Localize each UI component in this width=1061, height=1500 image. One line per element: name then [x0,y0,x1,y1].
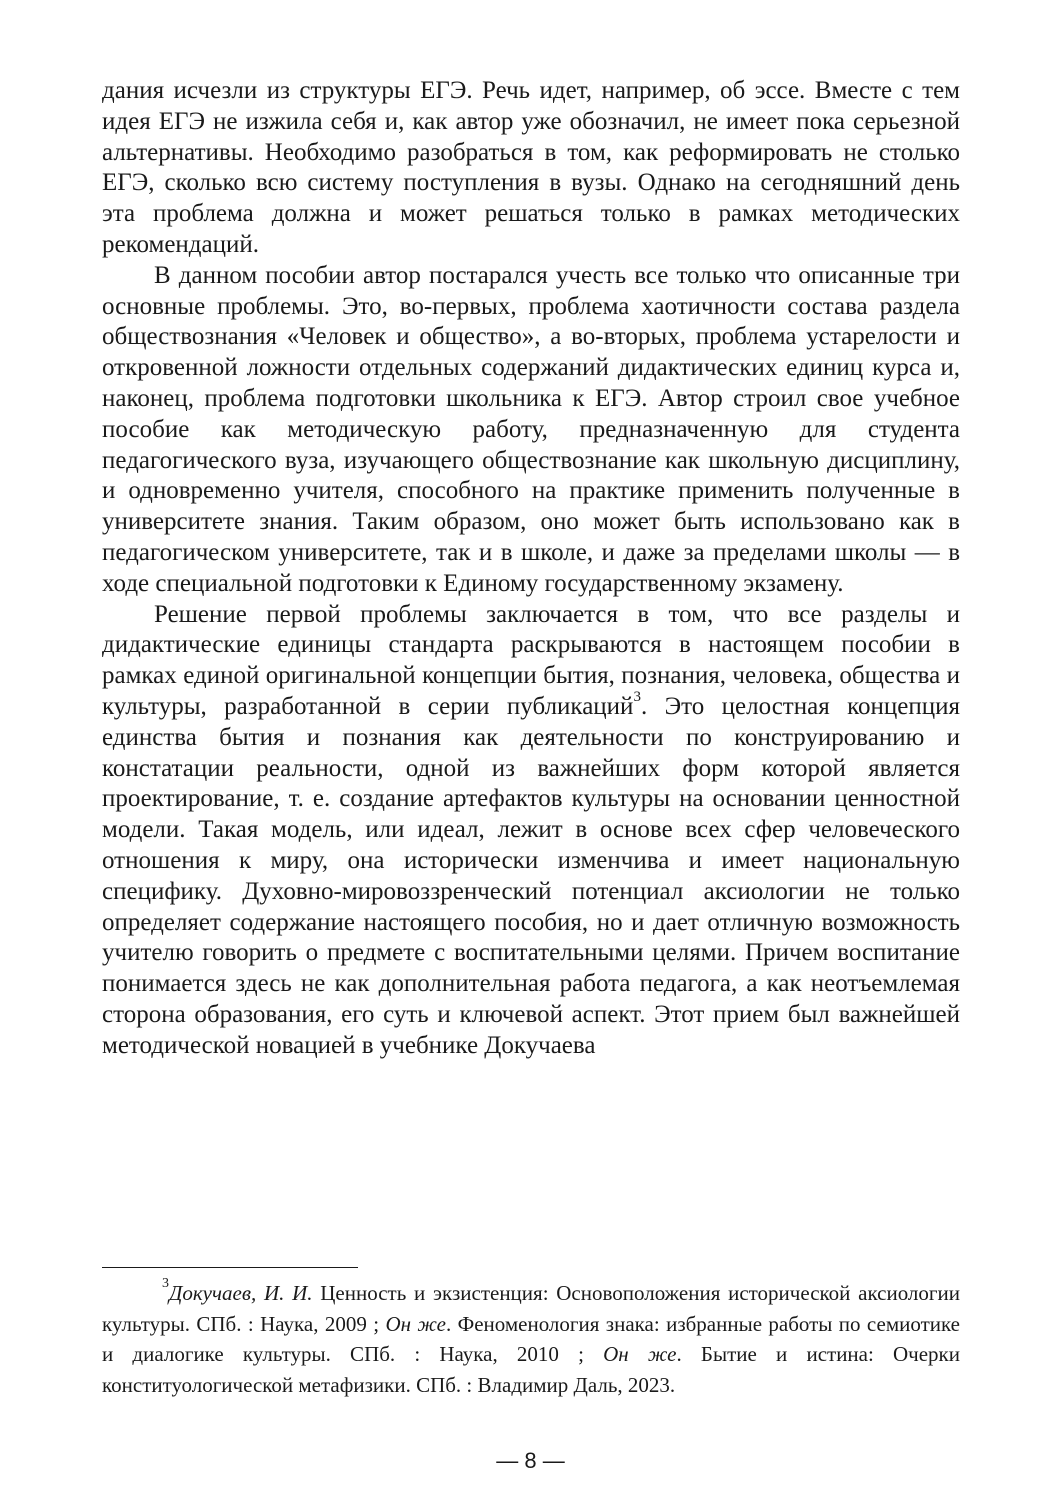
footnote-text-1: Ценность и экзистенция: Основоположения исторической аксиологии культуры. СПб. : Наука, 2009 ; [102,1281,960,1336]
footnote-ibid-1: Он же [385,1311,446,1336]
paragraph-3 [102,600,960,1062]
footnote-separator [102,1267,358,1268]
footnote-text-3: . Бытие и истина: Очерки конституологической метафизики. СПб. : Владимир Даль, 2023. [102,1342,960,1397]
page-number: — 8 — [496,1448,565,1473]
footnote-author: Докучаев, И. И. [169,1281,313,1305]
main-text [102,76,960,1062]
paragraph-2: В данном пособии автор постарался учесть все только что описанные три основные проблемы. Это, во-первых, проблема хаотичности состава раздела обществознания «Человек и общество», а во-вторых, проблема устарелости и откровенной ложности отдельных содержаний дидактических единиц курса и, наконец, проблема подготовки школьника к ЕГЭ. Автор строил свое учебное пособие как методическую работу, предназначенную для студента педагогического вуза, изучающего обществознание как школьную дисциплину, и одновременно учителя, способного на практике применить полученные в университете знания. Таким образом, оно может быть использовано как в педагогическом университете, так и в школе, и даже за пределами школы — в ходе специальной подготовки к Единому государственному экзамену. [102,261,960,597]
footnote-number: 3 [162,1276,169,1291]
footnote [102,1278,960,1400]
footnote-reference[interactable]: 3 [633,688,641,705]
paragraph-1: дания исчезли из структуры ЕГЭ. Речь идет, например, об эссе. Вместе с тем идея ЕГЭ не изжила себя и, как автор уже обозначил, не имеет пока серьезной альтернативы. Необходимо разобраться в том, как реформировать не столько ЕГЭ, сколько всю систему поступления в вузы. Однако на сегодняшний день эта проблема должна и может решаться только в рамках методических рекомендаций. [102,77,960,258]
footnote-text-2: . Феноменология знака: избранные работы по семиотике и диалогике культуры. СПб. : Наука, 2010 ; [102,1311,960,1367]
paragraph-3-text-after: . Это целостная концепция единства бытия и познания как деятельности по конструированию и констатации реальности, одной из важнейших форм которой является проектирование, т. е. создание артефактов культуры на основании ценностной модели. Такая модель, или идеал, лежит в основе всех сфер человеческого отношения к миру, она исторически изменчива и имеет национальную специфику. Духовно-мировоззренческий потенциал аксиологии не только определяет содержание настоящего пособия, но и дает отличную возможность учителю говорить о предмете с воспитательными целями. Причем воспитание понимается здесь не как дополнительная работа педагога, а как неотъемлемая сторона образования, его суть и ключевой аспект. Этот прием был важнейшей методической новацией в учебнике Докучаева [102,692,960,1059]
footnote-ibid-2: Он же [603,1342,677,1367]
paragraph-3-text-before: Решение первой проблемы заключается в том, что все разделы и дидактические единицы стандарта раскрываются в настоящем пособии в рамках единой оригинальной концепции бытия, познания, человека, общества и культуры, разработанной в серии публикаций [102,600,960,720]
